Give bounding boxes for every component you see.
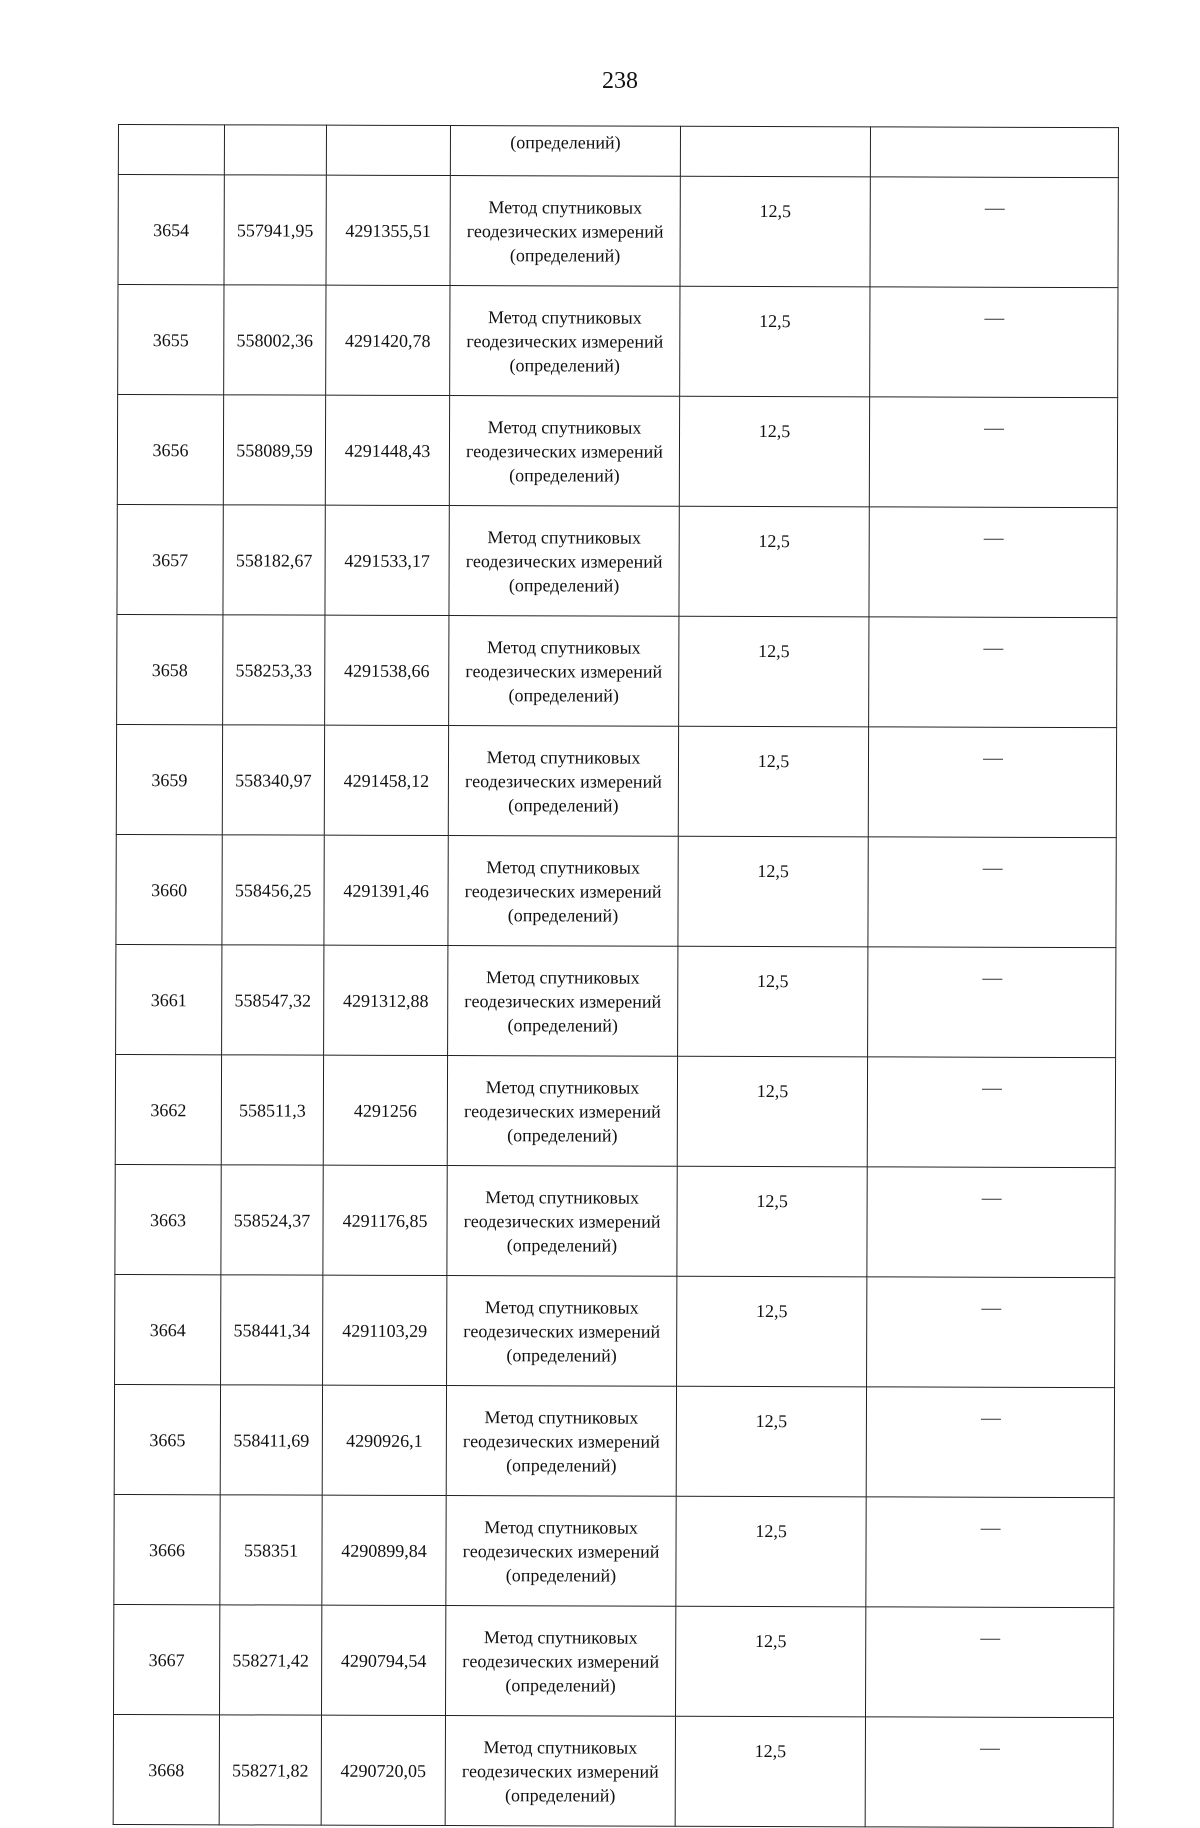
method-line: геодезических измерений [462,1430,660,1452]
method-cell [449,396,679,507]
method-line: Метод спутниковых [485,966,640,988]
point-number-cell: 3662 [115,1054,221,1164]
note-cell [870,287,1118,398]
method-cell [445,1716,675,1827]
point-number-cell: 3666 [114,1494,220,1604]
point-number-cell: 3668 [113,1714,219,1824]
method-line: геодезических измерений [463,1320,661,1342]
y-coordinate-cell: 4290794,54 [322,1605,446,1715]
note-cell [868,837,1116,948]
y-coordinate-cell: 4291391,46 [324,835,448,945]
accuracy-cell: 12,5 [676,1606,866,1717]
x-coordinate-cell: 558524,37 [221,1165,323,1275]
note-cell [865,1717,1113,1828]
y-coordinate-cell: 4291538,66 [325,615,449,725]
table-row [116,944,1116,1057]
accuracy-cell: 12,5 [678,726,868,837]
y-coordinate-cell: 4291355,51 [326,175,450,285]
point-number-cell: 3657 [117,504,223,614]
x-coordinate-cell: 558271,82 [219,1715,321,1825]
dash-mark [983,539,1003,540]
method-cell [446,1386,676,1497]
point-number-cell: 3667 [114,1604,220,1714]
method-cell [450,286,680,397]
method-line: (определений) [506,1344,617,1366]
coordinates-table [113,124,1119,1828]
table-row [118,285,1118,398]
method-line: геодезических измерений [461,1760,659,1782]
method-line: (определений) [509,354,620,376]
method-line: геодезических измерений [466,440,663,462]
y-coordinate-cell: 4291176,85 [323,1165,447,1275]
note-cell [866,1387,1114,1498]
point-number-cell: 3663 [115,1164,221,1274]
x-coordinate-cell: 558089,59 [223,395,325,505]
dash-mark [981,1309,1001,1310]
note-cell [870,177,1118,288]
x-coordinate-cell: 558351 [220,1495,322,1605]
table-cell [118,125,224,175]
dash-mark [980,1639,1000,1640]
point-number-cell: 3656 [117,395,223,505]
method-line: (определений) [507,1014,618,1036]
point-number-cell: 3664 [115,1274,221,1384]
method-line: Метод спутниковых [483,1626,638,1648]
x-coordinate-cell: 558547,32 [222,945,324,1055]
method-line: геодезических измерений [462,1650,660,1672]
page-number: 238 [602,68,638,94]
dash-mark [984,429,1004,430]
table-row [113,1714,1113,1827]
accuracy-cell: 12,5 [676,1386,866,1497]
y-coordinate-cell: 4290926,1 [322,1385,446,1495]
table-row [114,1494,1114,1607]
method-cell [448,726,678,837]
method-line: геодезических измерений [463,1210,661,1232]
dash-mark [980,1419,1000,1420]
y-coordinate-cell: 4290720,05 [321,1715,445,1825]
accuracy-cell: 12,5 [678,946,868,1057]
method-line: (определений) [506,1234,618,1256]
note-cell [867,1277,1115,1388]
accuracy-cell: 12,5 [680,176,870,287]
method-cell [447,1166,677,1277]
x-coordinate-cell: 558271,42 [220,1605,322,1715]
table-row [117,614,1117,727]
dash-mark [979,1749,999,1750]
table-cell [680,126,870,177]
accuracy-cell: 12,5 [679,396,869,507]
method-line: Метод спутниковых [486,636,641,658]
y-coordinate-cell: 4291420,78 [326,285,450,395]
y-coordinate-cell: 4291103,29 [323,1275,447,1385]
table-row [115,1164,1115,1277]
note-cell [868,947,1116,1058]
accuracy-cell: 12,5 [676,1496,866,1607]
note-cell [867,1057,1115,1168]
x-coordinate-cell: 557941,95 [224,175,326,285]
method-cell [448,836,678,947]
accuracy-cell: 12,5 [677,1276,867,1387]
method-line: Метод спутниковых [485,1186,640,1208]
method-line: (определений) [506,1454,617,1476]
method-line: геодезических измерений [464,770,662,792]
method-line: Метод спутниковых [488,306,642,328]
method-line: (определений) [508,794,619,816]
method-line: геодезических измерений [464,880,662,902]
table-row [115,1054,1115,1167]
table-cell [224,125,326,175]
table-row [117,395,1117,508]
x-coordinate-cell: 558411,69 [220,1385,322,1495]
y-coordinate-cell: 4291448,43 [325,395,449,505]
note-cell [869,397,1117,508]
method-cell [449,616,679,727]
table-row [114,1384,1114,1497]
point-number-cell: 3655 [118,285,224,395]
continuation-row [118,125,1118,178]
method-cell [449,506,679,617]
point-number-cell: 3659 [116,724,222,834]
table-row [115,1274,1115,1387]
method-line: (определений) [505,1784,616,1806]
method-line: Метод спутниковых [486,856,641,878]
table-row [118,175,1118,288]
y-coordinate-cell: 4291256 [323,1055,447,1165]
accuracy-cell: 12,5 [675,1716,865,1827]
method-continuation-cell: (определений) [450,126,680,177]
method-cell [450,176,680,287]
method-line: (определений) [508,684,619,706]
note-cell [866,1497,1114,1608]
x-coordinate-cell: 558456,25 [222,835,324,945]
method-line: Метод спутниковых [487,526,642,548]
x-coordinate-cell: 558340,97 [222,725,324,835]
x-coordinate-cell: 558002,36 [224,285,326,395]
method-cell [447,1056,677,1167]
table-row [114,1604,1114,1717]
accuracy-cell: 12,5 [679,616,869,727]
table-cell [326,125,450,175]
table-cell [870,127,1118,178]
method-cell [446,1496,676,1607]
method-line: геодезических измерений [465,550,663,572]
method-line: геодезических измерений [465,660,663,682]
table-row [116,724,1116,837]
point-number-cell: 3658 [117,614,223,724]
y-coordinate-cell: 4291458,12 [324,725,448,835]
method-line: Метод спутниковых [486,746,641,768]
method-cell [447,1276,677,1387]
point-number-cell: 3660 [116,834,222,944]
x-coordinate-cell: 558511,3 [221,1055,323,1165]
method-line: геодезических измерений [463,1100,661,1122]
note-cell [868,727,1116,838]
y-coordinate-cell: 4291533,17 [325,505,449,615]
accuracy-cell: 12,5 [677,1056,867,1167]
method-line: Метод спутниковых [483,1736,638,1758]
note-cell [869,507,1117,618]
method-line: (определений) [509,464,620,486]
accuracy-cell: 12,5 [679,506,869,617]
accuracy-cell: 12,5 [678,836,868,947]
dash-mark [984,319,1004,320]
method-line: (определений) [507,1124,618,1146]
dash-mark [981,1089,1001,1090]
method-line: Метод спутниковых [484,1516,638,1538]
dash-mark [983,649,1003,650]
dash-mark [980,1529,1000,1530]
method-line: (определений) [507,904,619,926]
x-coordinate-cell: 558441,34 [221,1275,323,1385]
method-line: геодезических измерений [462,1540,660,1562]
y-coordinate-cell: 4291312,88 [324,945,448,1055]
x-coordinate-cell: 558182,67 [223,505,325,615]
dash-mark [983,759,1003,760]
method-line: геодезических измерений [466,330,664,352]
point-number-cell: 3654 [118,175,224,285]
table-row [116,834,1116,947]
note-cell [867,1167,1115,1278]
note-cell [869,617,1117,728]
method-line: Метод спутниковых [484,1296,639,1318]
method-cell [448,946,678,1057]
accuracy-cell: 12,5 [680,286,870,397]
method-line: геодезических измерений [464,990,662,1012]
accuracy-cell: 12,5 [677,1166,867,1277]
dash-mark [982,979,1002,980]
x-coordinate-cell: 558253,33 [223,615,325,725]
method-line: Метод спутниковых [488,196,643,218]
method-line: (определений) [505,1674,616,1696]
method-line: Метод спутниковых [484,1406,639,1428]
dash-mark [984,209,1004,210]
method-line: (определений) [509,244,621,266]
point-number-cell: 3661 [116,944,222,1054]
y-coordinate-cell: 4290899,84 [322,1495,446,1605]
method-line: Метод спутниковых [487,416,642,438]
note-cell [865,1607,1113,1718]
point-number-cell: 3665 [114,1384,220,1494]
method-line: (определений) [508,574,620,596]
dash-mark [982,869,1002,870]
table-row [117,504,1117,617]
method-line: Метод спутниковых [485,1076,640,1098]
method-line: геодезических измерений [466,220,664,242]
method-line: (определений) [505,1564,617,1586]
dash-mark [981,1199,1001,1200]
